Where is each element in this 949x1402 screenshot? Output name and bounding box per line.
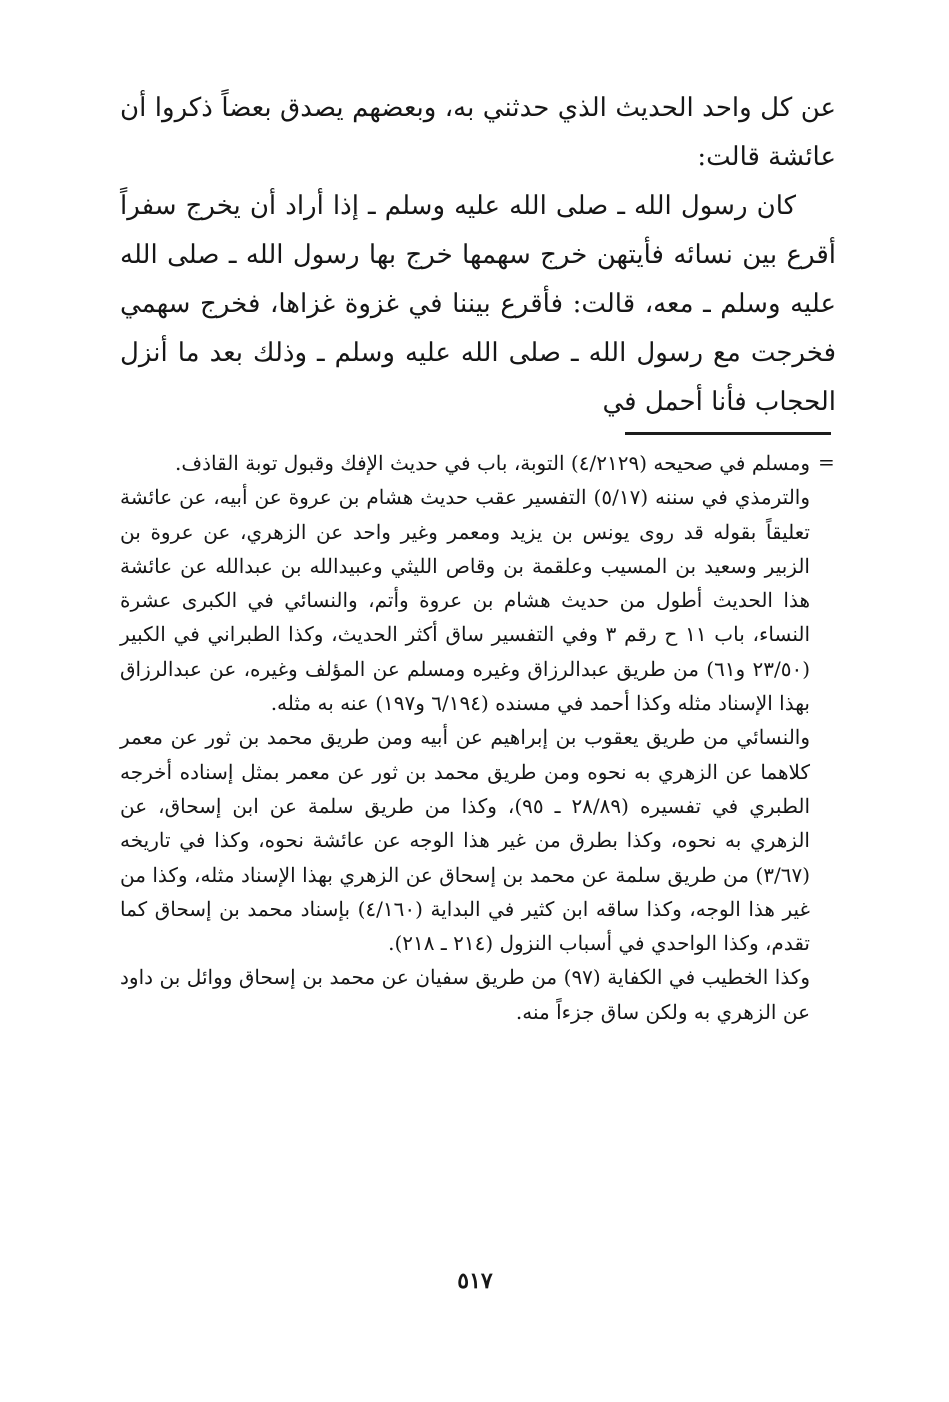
footnotes (120, 446, 810, 1029)
footnote-paragraph-4: وكذا الخطيب في الكفاية (٩٧) من طريق سفيان عن محمد بن إسحاق ووائل بن داود عن الزهري به ولكن ساق جزءاً منه. (120, 965, 810, 1024)
footnote-paragraph-3: والنسائي من طريق يعقوب بن إبراهيم عن أبيه ومن طريق محمد بن ثور عن معمر كلاهما عن الزهري به نحوه ومن طريق محمد بن ثور عن معمر بمثل إسناده أخرجه الطبري في تفسيره (٢٨/٨٩ ـ ٩٥)، وكذا من طريق سلمة عن ابن إسحاق، عن الزهري به نحوه، وكذا بطرق من غير هذا الوجه عن عائشة نحوه، وكذا في تاريخه (٣/٦٧) من طريق سلمة عن محمد بن إسحاق عن الزهري بهذا الإسناد مثله، وكذا من غير هذا الوجه، وكذا ساقه ابن كثير في البداية (٤/١٦٠) بإسناد محمد بن إسحاق كما تقدم، وكذا الواحدي في أسباب النزول (٢١٤ ـ ٢١٨). (120, 725, 811, 956)
footnote-separator (625, 432, 831, 435)
footnote-paragraph-2: والترمذي في سننه (٥/١٧) التفسير عقب حديث هشام بن عروة عن أبيه، عن عائشة تعليقاً بقوله قد روى يونس بن يزيد ومعمر وغير واحد عن الزهري، عن عروة بن الزبير وسعيد بن المسيب وعلقمة بن وقاص الليثي وعبيدالله بن عبدالله عن عائشة هذا الحديث أطول من حديث هشام بن عروة وأتم، والنسائي في الكبرى عشرة النساء، باب ١١ ح رقم ٣ وفي التفسير ساق أكثر الحديث، وكذا الطبراني في الكبير (٢٣/٥٠ و٦١) من طريق عبدالرزاق وغيره ومسلم عن المؤلف وغيره، عن عبدالرزاق بهذا الإسناد مثله وكذا أحمد في مسنده (٦/١٩٤ و١٩٧) عنه به مثله. (120, 485, 811, 716)
main-paragraph-2: كان رسول الله ـ صلى الله عليه وسلم ـ إذا أراد أن يخرج سفراً أقرع بين نسائه فأيتهن خرج سهمها خرج بها رسول الله ـ صلى الله عليه وسلم ـ معه، قالت: فأقرع بيننا في غزوة غزاها، فخرج سهمي فخرجت مع رسول الله ـ صلى الله عليه وسلم ـ وذلك بعد ما أنزل الحجاب فأنا أحمل في (120, 191, 836, 417)
main-paragraph-1: عن كل واحد الحديث الذي حدثني به، وبعضهم يصدق بعضاً ذكروا أن عائشة قالت: (120, 93, 836, 172)
page-number: ٥١٧ (457, 1268, 493, 1294)
main-text (120, 84, 836, 427)
footnote-paragraph-1: ومسلم في صحيحه (٤/٢١٢٩) التوبة، باب في حديث الإفك وقبول توبة القاذف. (174, 451, 810, 475)
footnote-continuation-mark: = (818, 450, 835, 474)
